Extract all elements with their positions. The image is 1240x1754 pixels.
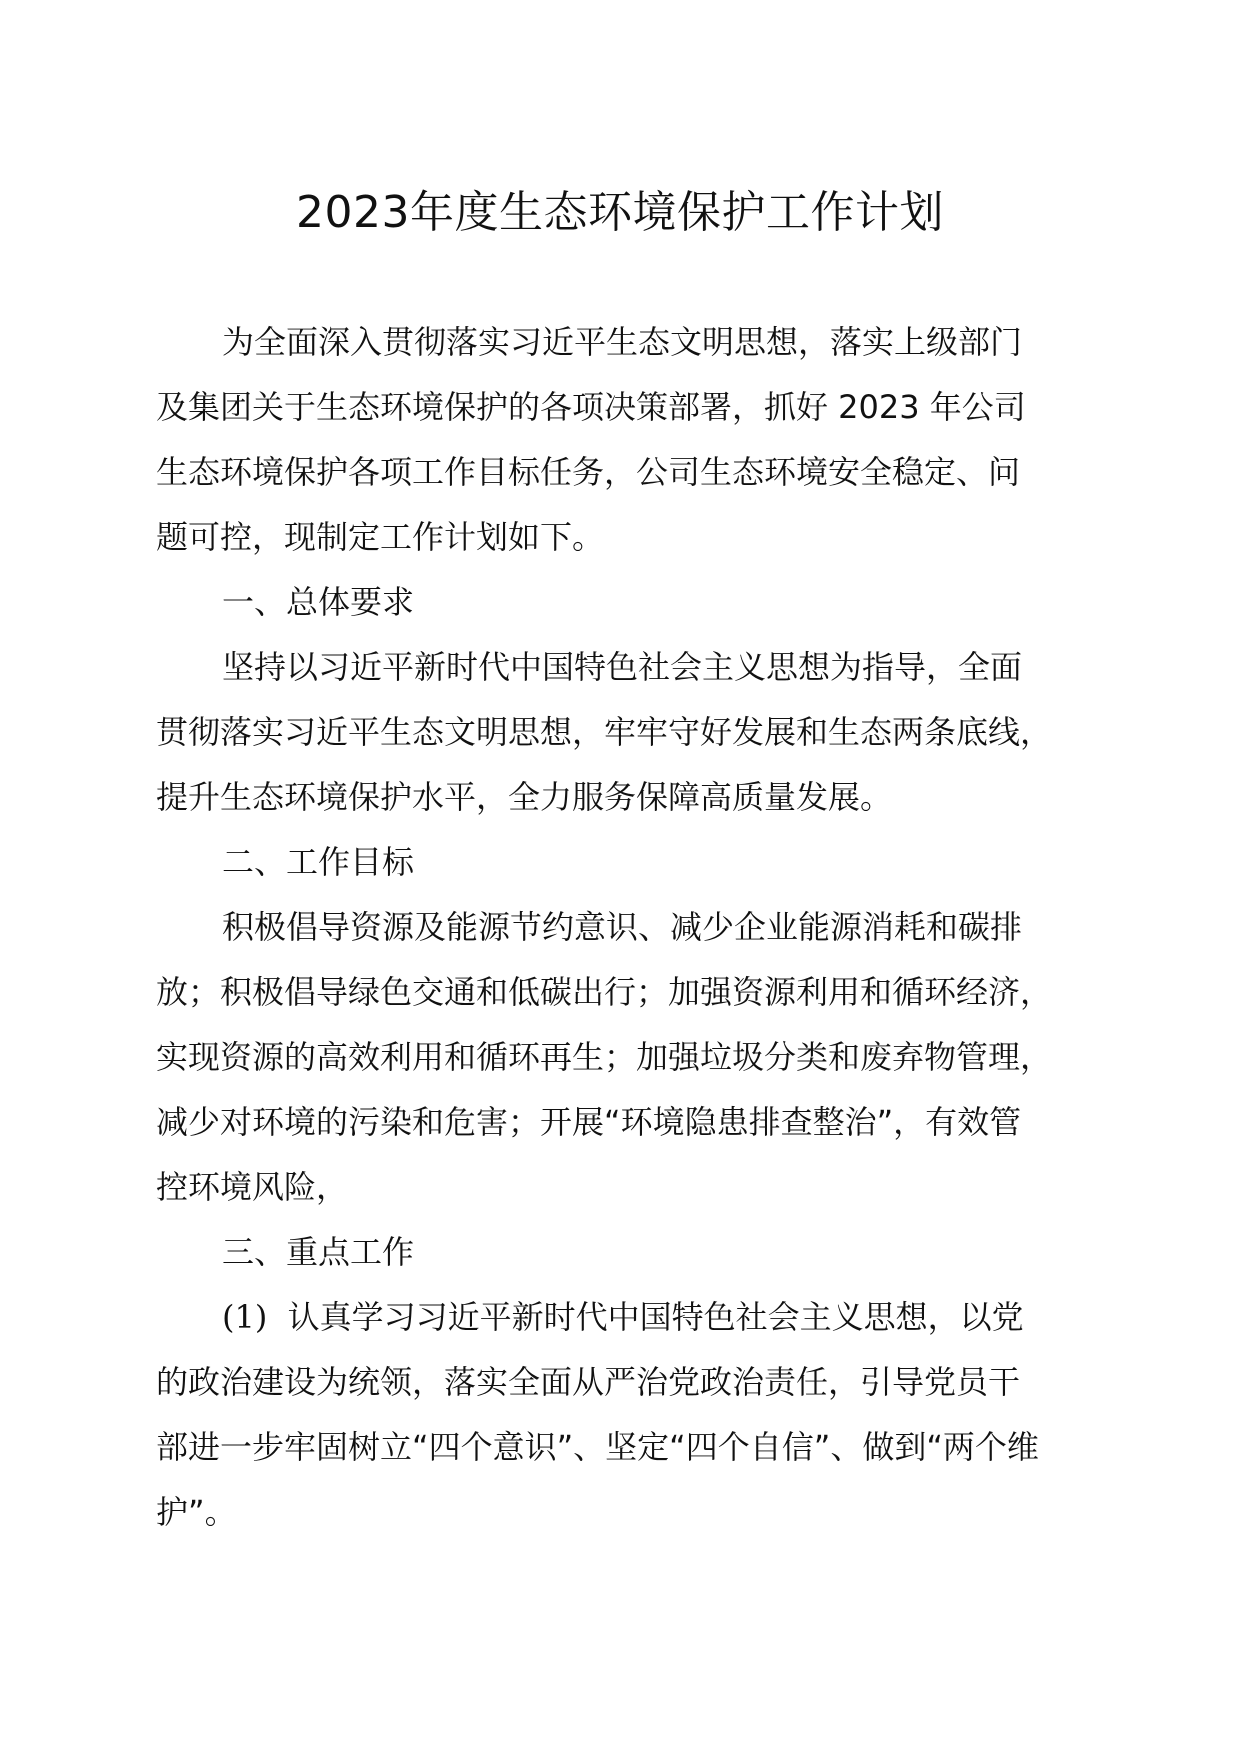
paragraph-intro-line-1: 为全面深入贯彻落实习近平生态文明思想，落实上级部门: [222, 323, 1023, 361]
paragraph-requirements-line-3: 提升生态环境保护水平，全力服务保障高质量发展。: [156, 778, 893, 816]
paragraph-requirements-line-2: 贯彻落实习近平生态文明思想，牢牢守好发展和生态两条底线，: [156, 713, 1053, 751]
section-heading-key-work: 三、重点工作: [222, 1233, 415, 1271]
paragraph-requirements-line-1: 坚持以习近平新时代中国特色社会主义思想为指导，全面: [222, 648, 1023, 686]
paragraph-key-work-text: 认真学习习近平新时代中国特色社会主义思想，以党: [287, 1298, 1024, 1336]
paragraph-key-work-line-4: 护”。: [156, 1493, 237, 1531]
section-heading-work-goals: 二、工作目标: [222, 843, 415, 881]
paragraph-goals-line-3: 实现资源的高效利用和循环再生；加强垃圾分类和废弃物管理，: [156, 1038, 1053, 1076]
paragraph-intro-line-4: 题可控，现制定工作计划如下。: [156, 518, 605, 556]
document-title: 2023年度生态环境保护工作计划: [296, 187, 944, 238]
paragraph-key-work-line-1: [156, 1285, 1116, 1350]
list-item-number: (1): [222, 1298, 268, 1336]
section-heading-general-requirements: 一、总体要求: [222, 583, 415, 621]
paragraph-intro-line-2: 及集团关于生态环境保护的各项决策部署，抓好 2023 年公司: [156, 388, 1026, 426]
paragraph-goals-line-2: 放；积极倡导绿色交通和低碳出行；加强资源利用和循环经济，: [156, 973, 1053, 1011]
paragraph-intro-line-3: 生态环境保护各项工作目标任务，公司生态环境安全稳定、问: [156, 453, 1021, 491]
paragraph-goals-line-1: 积极倡导资源及能源节约意识、减少企业能源消耗和碳排: [222, 908, 1023, 946]
paragraph-goals-line-4: 减少对环境的污染和危害；开展“环境隐患排查整治”，有效管: [156, 1103, 1022, 1141]
paragraph-key-work-line-2: 的政治建设为统领，落实全面从严治党政治责任，引导党员干: [156, 1363, 1021, 1401]
paragraph-key-work-line-3: 部进一步牢固树立“四个意识”、坚定“四个自信”、做到“两个维: [156, 1428, 1039, 1466]
document-body: [156, 310, 1116, 1545]
paragraph-goals-line-5: 控环境风险，: [156, 1168, 349, 1206]
